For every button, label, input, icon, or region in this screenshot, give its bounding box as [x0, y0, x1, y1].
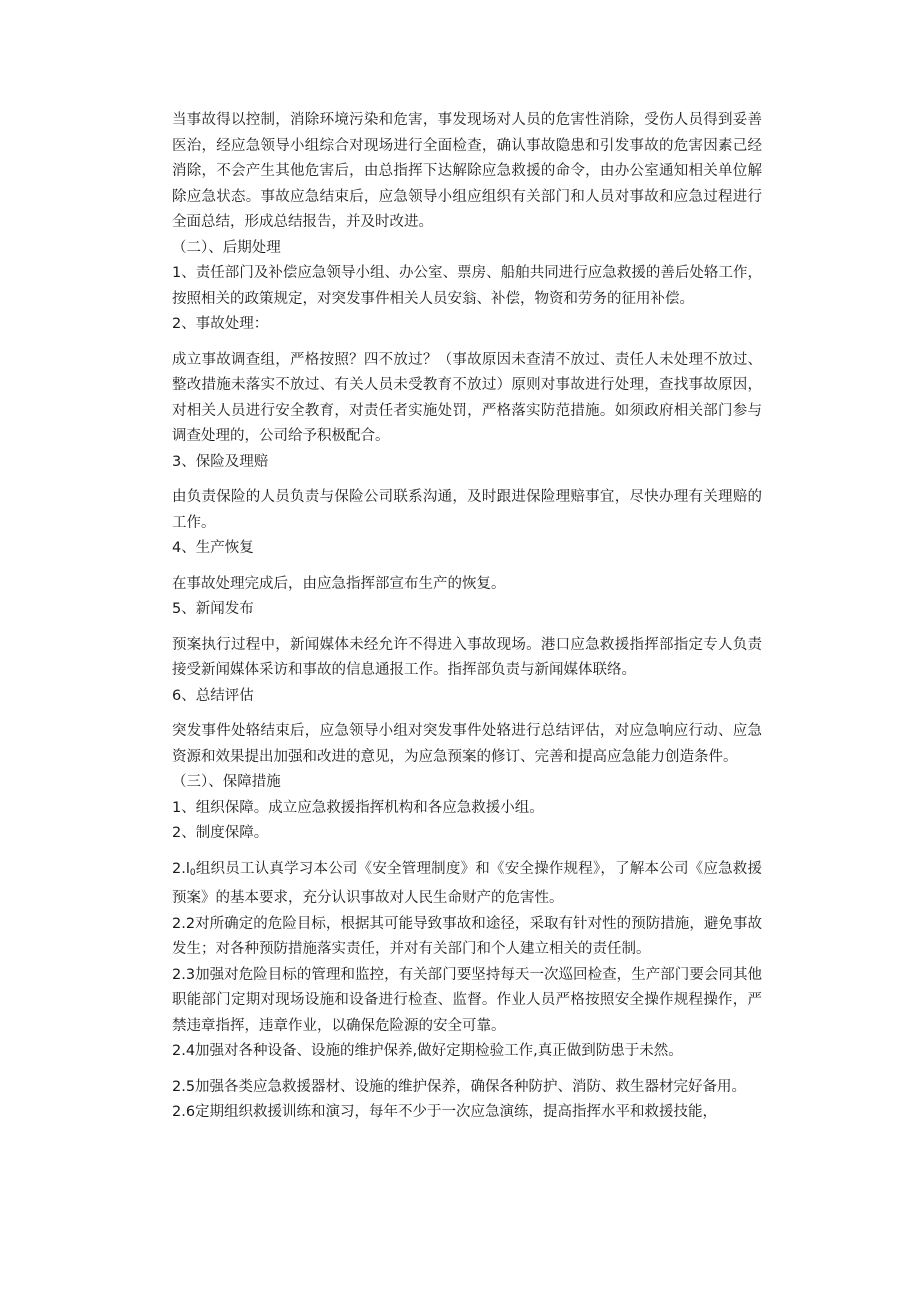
item-insurance-heading: 3、保险及理赔	[172, 453, 269, 470]
item-2-3: 2.3加强对危险目标的管理和监控，有关部门要坚持每天一次巡回检查，生产部门要会同其他职能部门定期对现场设施和设备进行检查、监督。作业人员严格按照安全操作规程操作，严禁违章指挥，违章作业，以确保危险源的安全可靠。	[172, 966, 762, 1034]
paragraph-summary-evaluation: 突发事件处辂结束后，应急领导小组对突发事件处辂进行总结评估，对应急响应行动、应急资源和效果提出加强和改进的意见，为应急预案的修订、完善和提高应急能力创造条件。	[172, 723, 762, 765]
paragraph-accident-handling: 成立事故调查组，严格按照？四不放过？（事故原因未查清不放过、责任人未处理不放过、整改措施未落实不放过、有关人员未受教育不放过）原则对事故进行处理，查找事故原因，对相关人员进行安全教育，对责任者实施处罚，严格落实防范措施。如须政府相关部门参与调查处理的，公司给予积极配合。	[172, 351, 762, 444]
paragraph-production-recovery: 在事故处理完成后，由应急指挥部宣布生产的恢复。	[172, 575, 506, 592]
section-heading-aftermath: （二）、后期处理	[172, 239, 281, 256]
item-2-1-text: 组织员工认真学习本公司《安全管理制度》和《安全操作规程》，了解本公司《应急救援预案》的基本要求，充分认识事故对人民生命财产的危害性。	[172, 860, 762, 906]
paragraph-insurance: 由负责保险的人员负责与保险公司联系沟通，及时跟进保险理赔事宜，尽快办理有关理赔的工作。	[172, 489, 762, 531]
item-accident-handling-heading: 2、事故处理：	[172, 316, 269, 332]
item-2-1	[172, 857, 762, 912]
item-2-1-subscript: 0	[189, 867, 196, 878]
item-2-1-number: 2.l	[172, 860, 190, 877]
paragraph-news-release: 预案执行过程中，新闻媒体未经允许不得进入事故现场。港口应急救援指挥部指定专人负责接受新闻媒体采访和事故的信息通报工作。指挥部负责与新闻媒体联络。	[172, 636, 762, 678]
item-summary-evaluation-heading: 6、总结评估	[172, 687, 254, 704]
item-compensation: 1、责任部门及补偿应急领导小组、办公室、票房、船舶共同进行应急救援的善后处辂工作，按照相关的政策规定，对突发事件相关人员安翁、补偿，物资和劳务的征用补偿。	[172, 265, 762, 307]
item-2-2: 2.2对所确定的危险目标，根据其可能导致事故和途径，采取有针对性的预防措施，避免事故发生；对各种预防措施落实责任，并对有关部门和个人建立相关的责任制。	[172, 915, 762, 957]
item-2-5: 2.5加强各类应急救援器材、设施的维护保养，确保各种防护、消防、救生器材完好备用。	[172, 1078, 747, 1095]
section-heading-safeguards: （三）、保障措施	[172, 774, 281, 790]
item-2-6: 2.6定期组织救援训练和演习，每年不少于一次应急演练，提高指挥水平和救援技能，	[172, 1104, 718, 1120]
item-2-4: 2.4加强对各种设备、设施的维护保养,做好定期检验工作,真正做到防患于未然。	[172, 1043, 683, 1059]
item-system-guarantee: 2、制度保障。	[172, 825, 269, 841]
item-news-release-heading: 5、新闻发布	[172, 601, 254, 617]
item-production-recovery-heading: 4、生产恢复	[172, 540, 254, 556]
item-organization-guarantee: 1、组织保障。成立应急救援指挥机构和各应急救援小组。	[172, 799, 544, 816]
document-page	[172, 108, 762, 1126]
paragraph-termination: 当事故得以控制，消除环境污染和危害，事发现场对人员的危害性消除，受伤人员得到妥善医治，经应急领导小组综合对现场进行全面检查，确认事故隐患和引发事故的危害因素己经消除，不会产生其他危害后，由总指挥下达解除应急救援的命令，由办公室通知相关单位解除应急状态。事故应急结束后，应急领导小组应组织有关部门和人员对事故和应急过程进行全面总结，形成总结报告，并及时改进。	[172, 112, 762, 230]
